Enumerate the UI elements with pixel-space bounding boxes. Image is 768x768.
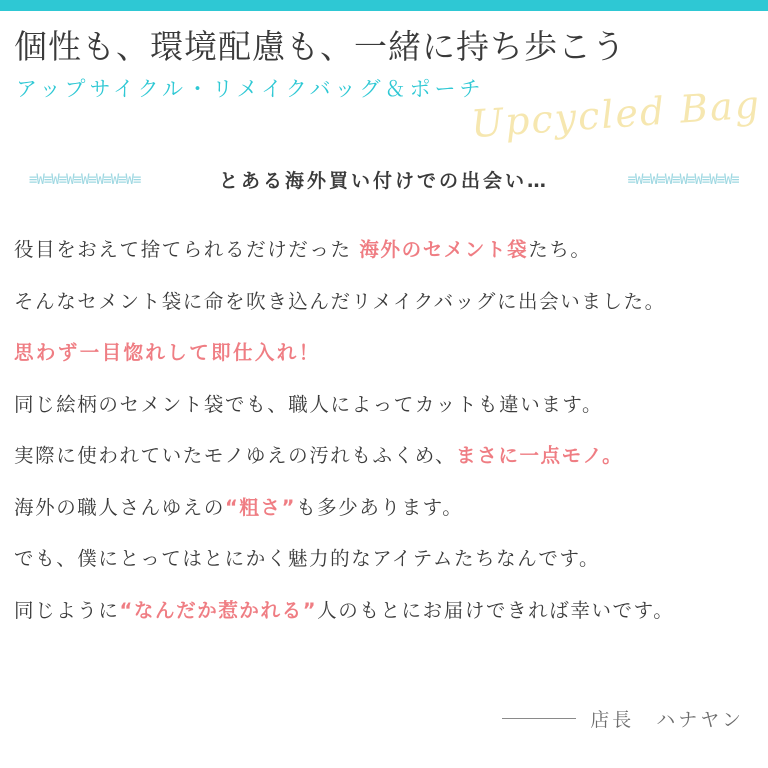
divider-ornament-left: ≡W≡W≡W≡W≡W≡W≡W≡ — [28, 171, 141, 188]
body-text: も多少あります。 — [296, 495, 464, 519]
divider-ornament-right: ≡W≡W≡W≡W≡W≡W≡W≡ — [627, 171, 739, 188]
body-copy — [14, 240, 758, 652]
body-line — [14, 495, 758, 519]
body-text-highlight: “なんだか惹かれる” — [119, 598, 318, 622]
body-text-highlight: 海外のセメント袋 — [359, 238, 529, 261]
body-text: 実際に使われていたモノゆえの汚れもふくめ、 — [14, 444, 457, 467]
body-text: 人のもとにお届けできれば幸いです。 — [317, 598, 675, 622]
signature-rule — [502, 718, 576, 719]
body-line — [14, 446, 758, 466]
body-text: そんなセメント袋に命を吹き込んだリメイクバッグに出会いました。 — [14, 289, 666, 313]
body-text-highlight: 思わず一目惚れして即仕入れ！ — [14, 341, 321, 364]
body-text: 同じように — [14, 598, 120, 622]
signature-text: 店長 ハナヤン — [590, 709, 744, 731]
body-text: 同じ絵柄のセメント袋でも、職人によってカットも違います。 — [14, 392, 604, 416]
body-text: 役目をおえて捨てられるだけだった — [14, 238, 360, 261]
body-line — [14, 392, 758, 416]
body-text-highlight: “粗さ” — [225, 495, 297, 519]
body-line — [14, 240, 758, 260]
body-text: 海外の職人さんゆえの — [14, 495, 226, 519]
signature — [502, 705, 744, 732]
section-heading-row — [0, 166, 768, 193]
body-line — [14, 289, 758, 313]
section-title: とある海外買い付けでの出会い… — [218, 170, 549, 192]
body-text: たち。 — [528, 238, 592, 261]
decorative-script-text: Upcycled Bag — [469, 82, 762, 147]
body-line — [14, 598, 758, 622]
page-subtitle: アップサイクル・リメイクバッグ＆ポーチ — [16, 77, 485, 102]
body-text: でも、僕にとってはとにかく魅力的なアイテムたちなんです。 — [14, 547, 601, 570]
page-title: 個性も、環境配慮も、一緒に持ち歩こう — [14, 27, 626, 66]
body-line — [14, 343, 758, 363]
header-block — [0, 26, 768, 147]
top-accent-bar — [0, 0, 768, 11]
body-line — [14, 549, 758, 569]
body-text-highlight: まさに一点モノ。 — [456, 444, 624, 467]
